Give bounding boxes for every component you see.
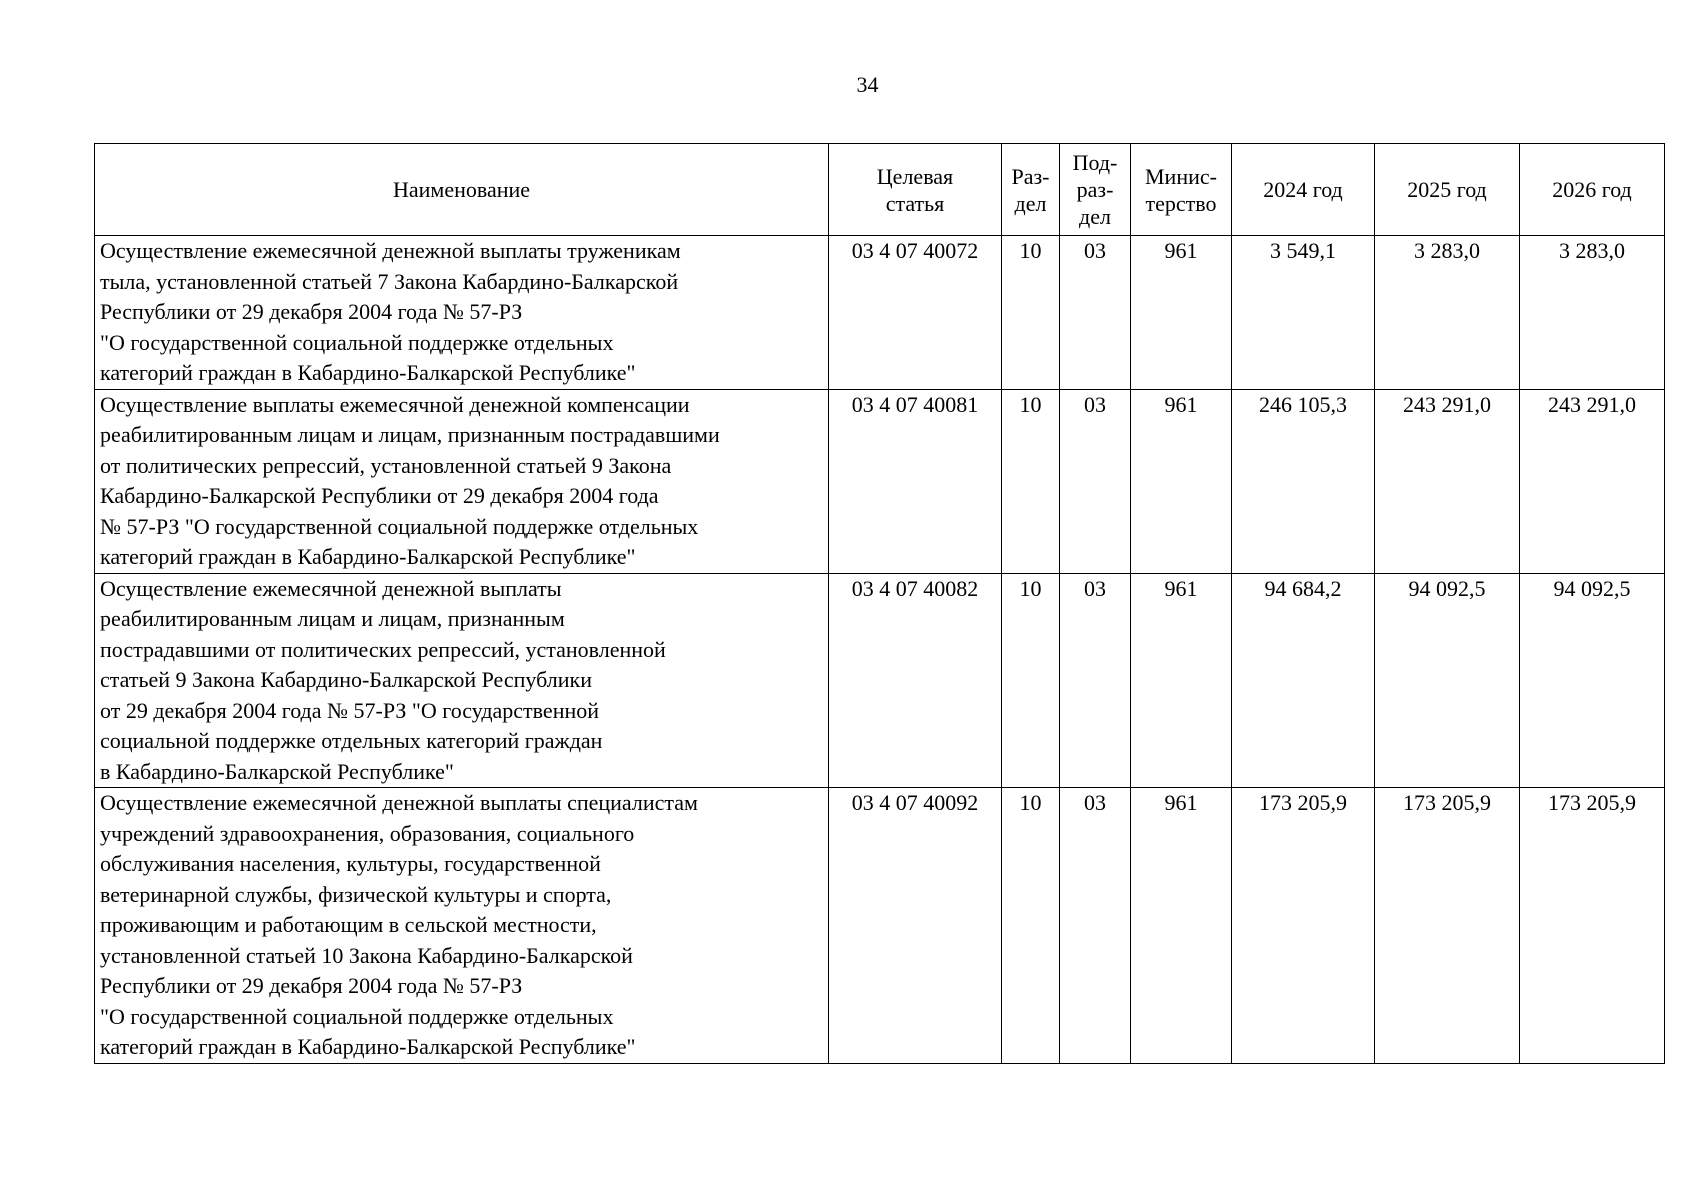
- row-2025: 3 283,0: [1375, 236, 1520, 390]
- row-2025: 243 291,0: [1375, 389, 1520, 573]
- header-row: [95, 144, 1665, 236]
- row-2024: 246 105,3: [1232, 389, 1375, 573]
- row-2026: 3 283,0: [1520, 236, 1665, 390]
- row-2025: 173 205,9: [1375, 788, 1520, 1064]
- row-2025: 94 092,5: [1375, 573, 1520, 788]
- header-2024-label: 2024 год: [1263, 177, 1343, 202]
- header-ministry: [1131, 144, 1232, 236]
- header-subsection-label: Под- раз- дел: [1072, 150, 1118, 229]
- header-name: [95, 144, 829, 236]
- row-target: 03 4 07 40081: [829, 389, 1002, 573]
- row-2026: 94 092,5: [1520, 573, 1665, 788]
- row-target: 03 4 07 40072: [829, 236, 1002, 390]
- row-section: 10: [1002, 788, 1060, 1064]
- row-name: Осуществление ежемесячной денежной выплаты специалистам учреждений здравоохранения, образования, социального обслуживания населения, культуры, государственной ветеринарной службы, физической культуры и спорта, проживающим и работающим в сельской местности, установленной статьей 10 Закона Кабардино-Балкарской Республики от 29 декабря 2004 года № 57-РЗ "О государственной социальной поддержке отдельных категорий граждан в Кабардино-Балкарской Республике": [95, 788, 829, 1064]
- header-2025-label: 2025 год: [1407, 177, 1487, 202]
- row-ministry: 961: [1131, 573, 1232, 788]
- row-section: 10: [1002, 236, 1060, 390]
- table-body: [95, 236, 1665, 1064]
- row-name: Осуществление выплаты ежемесячной денежной компенсации реабилитированным лицам и лицам, признанным пострадавшими от политических репрессий, установленной статьей 9 Закона Кабардино-Балкарской Республики от 29 декабря 2004 года № 57-РЗ "О государственной социальной поддержке отдельных категорий граждан в Кабардино-Балкарской Республике": [95, 389, 829, 573]
- table-row: [95, 788, 1665, 1064]
- row-subsection: 03: [1060, 389, 1131, 573]
- row-section: 10: [1002, 573, 1060, 788]
- header-subsection: [1060, 144, 1131, 236]
- header-section: [1002, 144, 1060, 236]
- table-row: [95, 389, 1665, 573]
- header-2026-label: 2026 год: [1552, 177, 1632, 202]
- row-name: Осуществление ежемесячной денежной выплаты труженикам тыла, установленной статьей 7 Закона Кабардино-Балкарской Республики от 29 декабря 2004 года № 57-РЗ "О государственной социальной поддержке отдельных категорий граждан в Кабардино-Балкарской Республике": [95, 236, 829, 390]
- header-2026: [1520, 144, 1665, 236]
- row-2024: 3 549,1: [1232, 236, 1375, 390]
- page-number: 34: [856, 72, 879, 97]
- row-section: 10: [1002, 389, 1060, 573]
- budget-table: [94, 143, 1665, 1064]
- header-2024: [1232, 144, 1375, 236]
- row-2026: 173 205,9: [1520, 788, 1665, 1064]
- table-row: [95, 236, 1665, 390]
- row-2024: 173 205,9: [1232, 788, 1375, 1064]
- row-2024: 94 684,2: [1232, 573, 1375, 788]
- row-ministry: 961: [1131, 788, 1232, 1064]
- header-target: [829, 144, 1002, 236]
- row-2026: 243 291,0: [1520, 389, 1665, 573]
- header-section-label: Раз- дел: [1011, 163, 1050, 216]
- header-2025: [1375, 144, 1520, 236]
- row-ministry: 961: [1131, 389, 1232, 573]
- row-name: Осуществление ежемесячной денежной выплаты реабилитированным лицам и лицам, признанным пострадавшими от политических репрессий, установленной статьей 9 Закона Кабардино-Балкарской Республики от 29 декабря 2004 года № 57-РЗ "О государственной социальной поддержке отдельных категорий граждан в Кабардино-Балкарской Республике": [95, 573, 829, 788]
- row-target: 03 4 07 40092: [829, 788, 1002, 1064]
- row-subsection: 03: [1060, 788, 1131, 1064]
- row-subsection: 03: [1060, 236, 1131, 390]
- row-ministry: 961: [1131, 236, 1232, 390]
- row-target: 03 4 07 40082: [829, 573, 1002, 788]
- header-ministry-label: Минис- терство: [1145, 163, 1217, 216]
- table-header: [95, 144, 1665, 236]
- header-target-label: Целевая статья: [876, 163, 954, 216]
- table-row: [95, 573, 1665, 788]
- row-subsection: 03: [1060, 573, 1131, 788]
- header-name-label: Наименование: [392, 177, 531, 202]
